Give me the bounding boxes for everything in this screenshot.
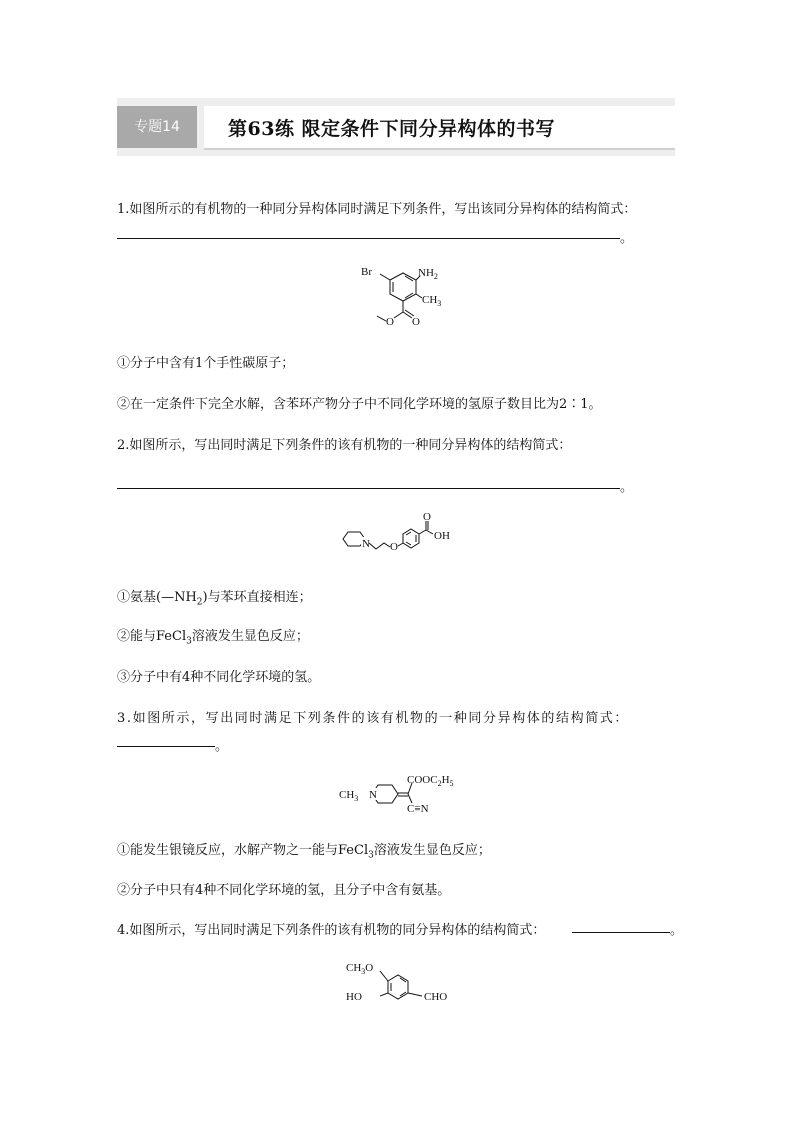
q1-label-ch3: $CH_3$ bbox=[422, 294, 442, 308]
question-3-answer-line[interactable] bbox=[117, 746, 215, 747]
question-2-condition-3: ③分子中有4种不同化学环境的氢。 bbox=[117, 670, 321, 685]
question-2-condition-1: ①氨基$(—NH_2)$与苯环直接相连； bbox=[117, 590, 312, 608]
q2-label-o: O bbox=[390, 541, 398, 553]
q2-label-n: N bbox=[362, 538, 370, 550]
question-1-structure bbox=[360, 262, 450, 332]
q3-label-ch3: $CH_3$ bbox=[339, 789, 359, 803]
question-1-stem: 1.如图所示的有机物的一种同分异构体同时满足下列条件，写出该同分异构体的结构简式： bbox=[117, 202, 637, 217]
q4-label-ch3o: $CH_3O$ bbox=[346, 962, 374, 976]
question-4-stem: 4.如图所示，写出同时满足下列条件的该有机物的同分异构体的结构简式： bbox=[117, 923, 546, 938]
question-2-period: 。 bbox=[620, 480, 634, 495]
question-4-period: 。 bbox=[670, 923, 684, 938]
q4-label-ho: HO bbox=[346, 991, 362, 1003]
question-3-condition-1: ①能发生银镜反应，水解产物之一能与FeCl$_3$溶液发生显色反应； bbox=[117, 843, 491, 861]
q3-label-n: N bbox=[369, 789, 377, 801]
q1-label-carbonyl-o: O bbox=[412, 316, 420, 328]
q1-label-nh2: $NH_2$ bbox=[418, 267, 438, 281]
question-2-structure bbox=[338, 512, 468, 562]
q2-label-oh: OH bbox=[434, 530, 450, 542]
question-2-stem: 2.如图所示，写出同时满足下列条件的该有机物的一种同分异构体的结构简式： bbox=[117, 438, 572, 453]
question-3-condition-2: ②分子中只有4种不同化学环境的氢，且分子中含有氨基。 bbox=[117, 883, 451, 898]
q2-label-carbonyl-o: O bbox=[423, 511, 431, 523]
q4-label-cho: CHO bbox=[424, 991, 448, 1003]
question-3-period: 。 bbox=[215, 739, 229, 754]
question-2-answer-line[interactable] bbox=[117, 488, 620, 489]
question-4-answer-line[interactable] bbox=[572, 932, 670, 933]
q1-label-br: Br bbox=[361, 266, 372, 278]
q3-label-cn: C≡N bbox=[407, 803, 429, 815]
question-2-condition-2: ②能与FeCl$_3$溶液发生显色反应； bbox=[117, 629, 309, 647]
question-1-answer-line[interactable] bbox=[117, 238, 620, 239]
q3-label-cooc2h5: $COOC_2H_5$ bbox=[407, 774, 454, 788]
question-1-condition-1: ①分子中含有1个手性碳原子； bbox=[117, 356, 295, 371]
page-title: 第63练 限定条件下同分异构体的书写 bbox=[228, 118, 556, 140]
question-3-structure bbox=[338, 770, 478, 816]
q1-label-ether-o: O bbox=[386, 316, 394, 328]
topic-tag: 专题14 bbox=[117, 106, 197, 148]
question-1-period: 。 bbox=[620, 231, 634, 246]
question-4-structure bbox=[344, 956, 464, 1012]
question-3-stem: 3.如图所示，写出同时满足下列条件的该有机物的一种同分异构体的结构简式： bbox=[117, 711, 630, 726]
question-1-condition-2: ②在一定条件下完全水解，含苯环产物分子中不同化学环境的氢原子数目比为2∶1。 bbox=[117, 397, 602, 412]
